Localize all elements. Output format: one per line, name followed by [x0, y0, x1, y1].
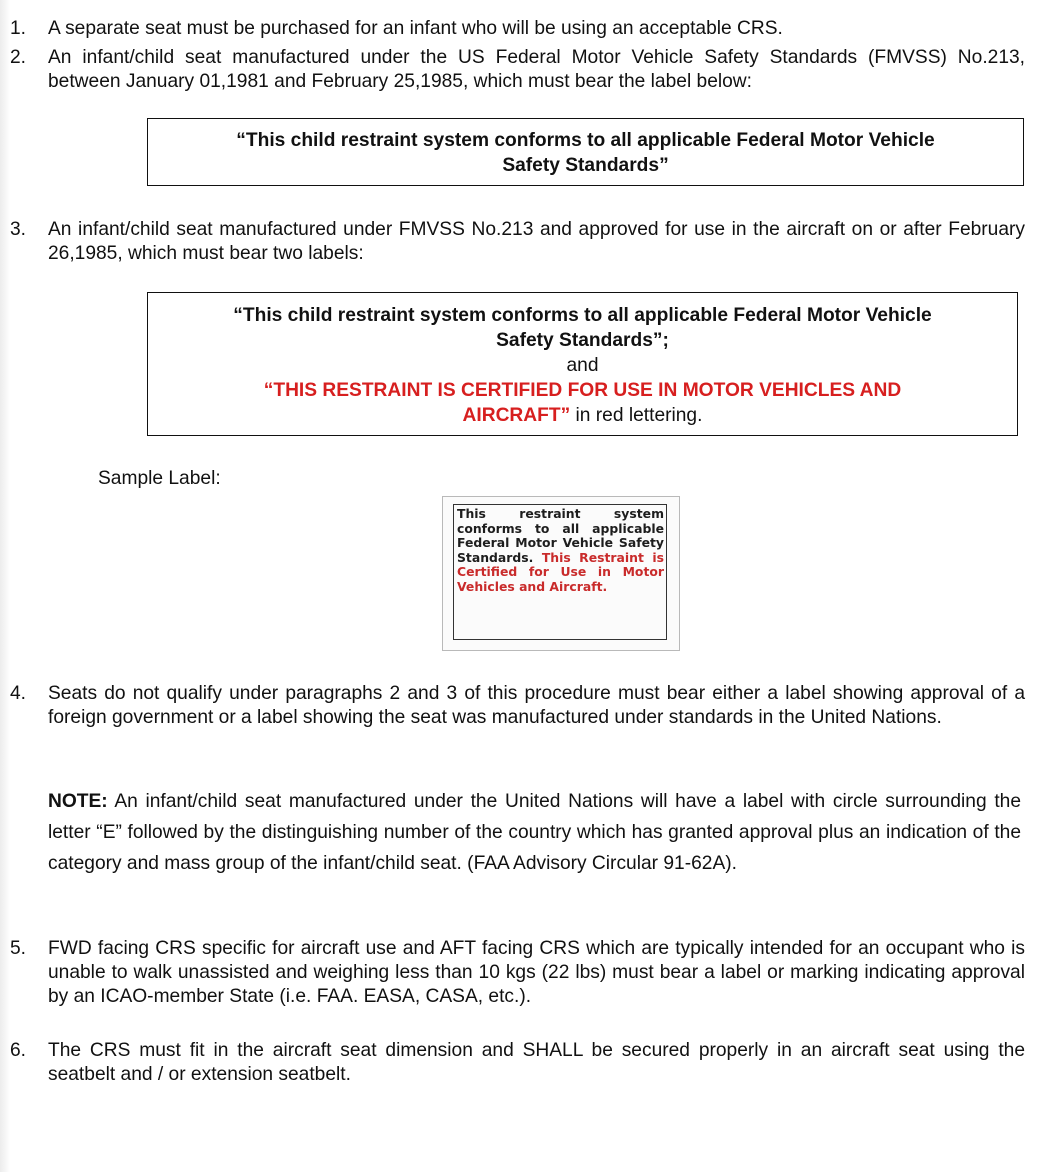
list-item-text: An infant/child seat manufactured under FMVSS No.213 and approved for use in the aircraft on or after February 26,1985, which must bear two labels: [48, 219, 1025, 264]
sample-label-red-text: This Restraint is Certified for Use in Motor Vehicles and Aircraft. [457, 549, 664, 594]
list-item-number: 1. [10, 18, 27, 39]
list-item-number: 6. [10, 1040, 27, 1061]
sample-label-heading: Sample Label: [98, 468, 221, 489]
fmvss-label-box [147, 118, 1024, 186]
sample-label-text [453, 504, 667, 640]
list-item-number: 3. [10, 219, 27, 240]
list-item-text: FWD facing CRS specific for aircraft use and AFT facing CRS which are typically intended for an occupant who is unable to walk unassisted and weighing less than 10 kgs (22 lbs) must bear a label or marking indicating approval by an ICAO-member State (i.e. FAA. EASA, CASA, etc.). [48, 938, 1025, 1007]
list-item-number: 5. [10, 938, 27, 959]
list-item-number: 4. [10, 683, 27, 704]
label-box-line-1: “This child restraint system conforms to all applicable Federal Motor Vehicle [236, 130, 935, 151]
label-box-line-1: “This child restraint system conforms to all applicable Federal Motor Vehicle [233, 305, 932, 326]
sample-label-image [442, 496, 680, 651]
note-label: NOTE: [48, 791, 108, 812]
list-item-text: An infant/child seat manufactured under the US Federal Motor Vehicle Safety Standards (FMVSS) No.213, between January 01,1981 and February 25,1985, which must bear the label below: [48, 47, 1025, 92]
list-item-text: A separate seat must be purchased for an infant who will be using an acceptable CRS. [48, 18, 783, 39]
list-item-text: The CRS must fit in the aircraft seat dimension and SHALL be secured properly in an aircraft seat using the seatbelt and / or extension seatbelt. [48, 1040, 1025, 1085]
label-box-line-2: Safety Standards”; [496, 330, 669, 351]
label-box-and: and [566, 355, 599, 376]
sample-label-black-text: This restraint system conforms to all applicable Federal Motor Vehicle Safety Standards. [457, 506, 664, 565]
red-label-line-1: “THIS RESTRAINT IS CERTIFIED FOR USE IN MOTOR VEHICLES AND [263, 380, 902, 401]
two-labels-box [147, 292, 1018, 436]
list-item-number: 2. [10, 47, 27, 68]
label-box-line-2: Safety Standards” [502, 155, 669, 176]
note-paragraph [48, 786, 1021, 879]
note-text: An infant/child seat manufactured under the United Nations will have a label with circle surrounding the letter “E” followed by the distinguishing number of the country which has granted approval plus an indication of the category and mass group of the infant/child seat. (FAA Advisory Circular 91-62A). [48, 791, 1021, 874]
red-lettering-note: in red lettering. [570, 405, 703, 426]
list-item-text: Seats do not qualify under paragraphs 2 and 3 of this procedure must bear either a label showing approval of a foreign government or a label showing the seat was manufactured under standards in the United Nations. [48, 683, 1025, 728]
red-label-line-2: AIRCRAFT” [462, 405, 571, 426]
page-edge-shadow [0, 0, 10, 1172]
